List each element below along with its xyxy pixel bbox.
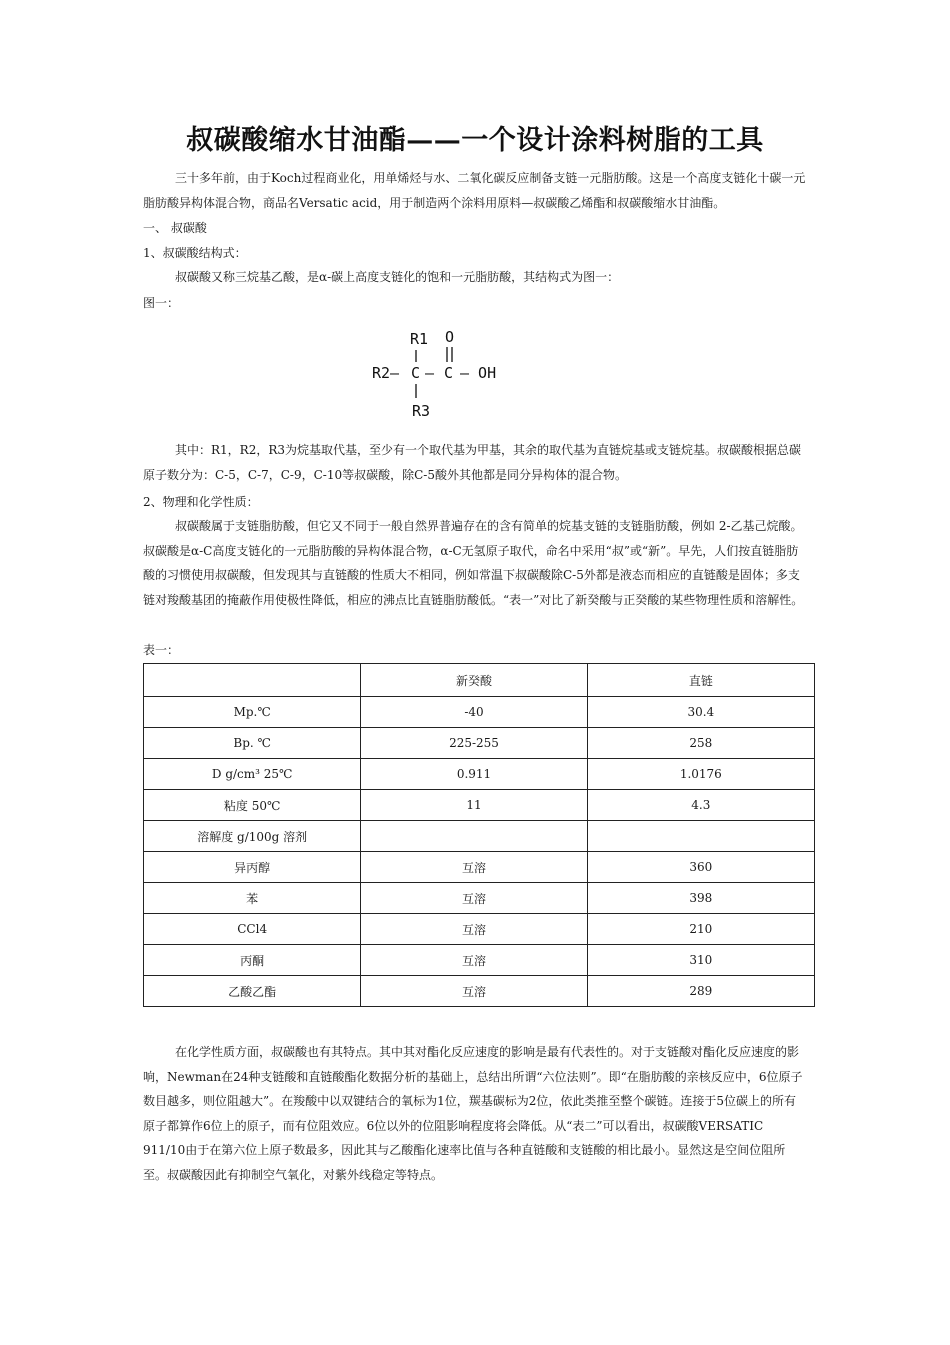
table-cell: 398 [587, 883, 814, 914]
formula-c1: C [411, 364, 421, 382]
table-cell: 粘度 50℃ [144, 790, 361, 821]
formula-r1: R1 [410, 330, 429, 348]
table-header-cell: 直链 [587, 664, 814, 697]
formula-o: O [445, 328, 455, 346]
intro-paragraph [143, 166, 808, 215]
subheading-structure: 1、叔碳酸结构式： [143, 246, 247, 260]
table-cell: 1.0176 [587, 759, 814, 790]
table-cell: 苯 [144, 883, 361, 914]
formula-r2: R2— [372, 364, 400, 382]
section-heading-1: 一、 叔碳酸 [143, 221, 207, 235]
table-cell: 互溶 [361, 883, 587, 914]
table-cell [587, 821, 814, 852]
table-header-row [144, 664, 815, 697]
substituent-paragraph [143, 438, 808, 487]
table-row [144, 914, 815, 945]
table-row [144, 759, 815, 790]
formula-r3: R3 [412, 402, 431, 420]
table-cell: 溶解度 g/100g 溶剂 [144, 821, 361, 852]
table-header-cell: 新癸酸 [361, 664, 587, 697]
table-cell: 258 [587, 728, 814, 759]
structure-description: 叔碳酸又称三烷基乙酸，是α-碳上高度支链化的饱和一元脂肪酸，其结构式为图一： [175, 270, 620, 284]
table-cell: 0.911 [361, 759, 587, 790]
document-title: 叔碳酸缩水甘油酯——一个设计涂料树脂的工具 [186, 125, 764, 156]
intro-text: 三十多年前，由于Koch过程商业化，用单烯烃与水、二氧化碳反应制备支链一元脂肪酸。这是一个高度支链化十碳一元脂肪酸异构体混合物，商品名Versatic acid，用于制造两个涂料用原料—叔碳酸乙烯酯和叔碳酸缩水甘油酯。 [143, 171, 806, 210]
table-cell: -40 [361, 697, 587, 728]
table-cell: 乙酸乙酯 [144, 976, 361, 1007]
formula-oh: — OH [460, 364, 497, 382]
table-cell: 210 [587, 914, 814, 945]
table-cell: 11 [361, 790, 587, 821]
table-cell: Mp.℃ [144, 697, 361, 728]
structural-formula [360, 320, 560, 430]
table-header-cell [144, 664, 361, 697]
properties-table [143, 663, 815, 1007]
table-cell: Bp. ℃ [144, 728, 361, 759]
table-row [144, 697, 815, 728]
table-cell: 225-255 [361, 728, 587, 759]
chemistry-text: 在化学性质方面，叔碳酸也有其特点。其中其对酯化反应速度的影响是最有代表性的。对于支链酸对酯化反应速度的影响，Newman在24种支链酸和直链酸酯化数据分析的基础上，总结出所谓“六位法则”。即“在脂肪酸的亲核反应中，6位原子数目越多，则位阻越大”。在羧酸中以双键结合的氧标为1位，羰基碳标为2位，依此类推至整个碳链。连接于5位碳上的所有原子都算作6位上的原子，而有位阻效应。6位以外的位阻影响程度将会降低。从“表二”可以看出，叔碳酸VERSATIC 911/10由于在第六位上原子数最多，因此其与乙酸酯化速率比值与各种直链酸和支链酸的相比最小。显然这是空间位阻所至。叔碳酸因此有抑制空气氧化，对紫外线稳定等特点。 [143, 1045, 803, 1182]
table-cell: 互溶 [361, 914, 587, 945]
table-row [144, 821, 815, 852]
table-cell: 310 [587, 945, 814, 976]
table-row [144, 976, 815, 1007]
table-cell: 4.3 [587, 790, 814, 821]
table-row [144, 790, 815, 821]
table-row [144, 728, 815, 759]
table-cell: 丙酮 [144, 945, 361, 976]
formula-c2: C [444, 364, 454, 382]
formula-dash: — [425, 364, 435, 382]
table-cell: 360 [587, 852, 814, 883]
table-row [144, 883, 815, 914]
formula-svg [360, 320, 560, 430]
table-cell: 289 [587, 976, 814, 1007]
subheading-properties: 2、物理和化学性质： [143, 495, 259, 509]
table-cell: 互溶 [361, 976, 587, 1007]
table-label: 表一： [143, 643, 180, 657]
substituent-text: 其中：R1，R2，R3为烷基取代基，至少有一个取代基为甲基，其余的取代基为直链烷基或支链烷基。叔碳酸根据总碳原子数分为：C-5，C-7，C-9，C-10等叔碳酸，除C-5酸外其他都是同分异构体的混合物。 [143, 443, 802, 482]
table-row [144, 945, 815, 976]
figure-label: 图一： [143, 296, 180, 310]
properties-text: 叔碳酸属于支链脂肪酸，但它又不同于一般自然界普遍存在的含有简单的烷基支链的支链脂肪酸，例如 2-乙基己烷酸。叔碳酸是α-C高度支链化的一元脂肪酸的异构体混合物，α-C无氢原子取代，命名中采用“叔”或“新”。早先，人们按直链脂肪酸的习惯使用叔碳酸，但发现其与直链酸的性质大不相同，例如常温下叔碳酸除C-5外都是液态而相应的直链酸是固体；多支链对羧酸基团的掩蔽作用使极性降低，相应的沸点比直链脂肪酸低。“表一”对比了新癸酸与正癸酸的某些物理性质和溶解性。 [143, 519, 804, 607]
table-cell [361, 821, 587, 852]
table-cell: 互溶 [361, 945, 587, 976]
table-cell: CCl4 [144, 914, 361, 945]
table-cell: 30.4 [587, 697, 814, 728]
table-row [144, 852, 815, 883]
table-cell: 互溶 [361, 852, 587, 883]
table-cell: 异丙醇 [144, 852, 361, 883]
chemistry-paragraph [143, 1040, 808, 1188]
table-cell: D g/cm³ 25℃ [144, 759, 361, 790]
properties-paragraph [143, 514, 808, 612]
